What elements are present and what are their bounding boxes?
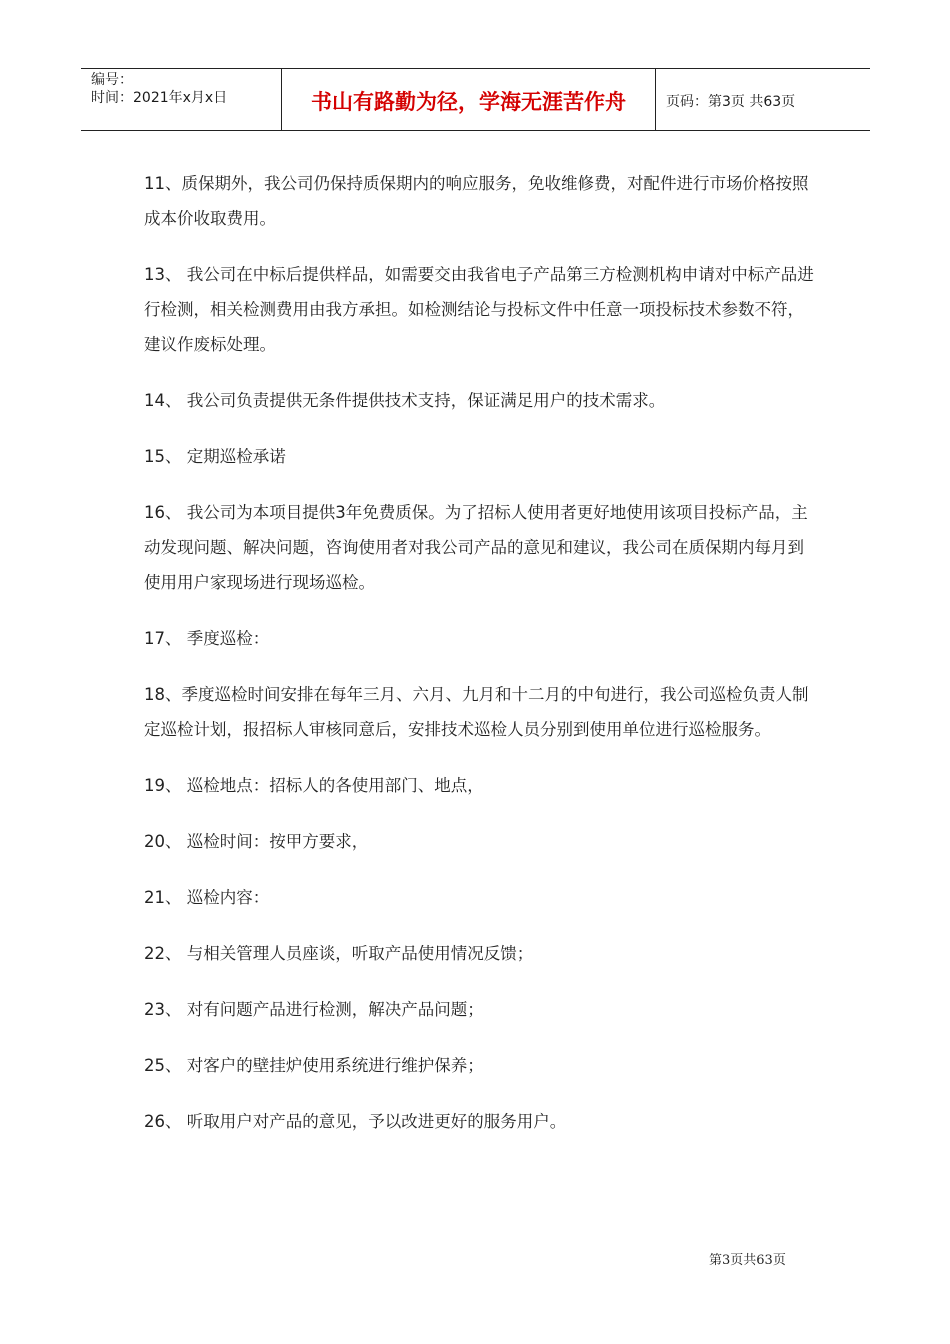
paragraph: 20、 巡检时间：按甲方要求， xyxy=(144,832,369,851)
paragraph: 13、 我公司在中标后提供样品，如需要交由我省电子产品第三方检测机构申请对中标产品进行检测，相关检测费用由我方承担。如检测结论与投标文件中任意一项投标技术参数不符，建议作废标处理。 xyxy=(144,265,814,354)
document-number-label: 编号： xyxy=(91,72,133,88)
paragraph: 23、 对有问题产品进行检测，解决产品问题； xyxy=(144,1000,484,1019)
header-page-info: 页码：第3页 共63页 xyxy=(666,93,796,110)
paragraph: 15、 定期巡检承诺 xyxy=(144,447,286,466)
paragraph: 16、 我公司为本项目提供3年免费质保。为了招标人使用者更好地使用该项目投标产品，主动发现问题、解决问题，咨询使用者对我公司产品的意见和建议，我公司在质保期内每月到使用用户家现场进行现场巡检。 xyxy=(144,503,808,592)
page-header xyxy=(81,68,870,131)
paragraph: 11、质保期外，我公司仍保持质保期内的响应服务，免收维修费，对配件进行市场价格按照成本价收取费用。 xyxy=(144,174,809,228)
page-footer: 第3页共63页 xyxy=(709,1253,786,1268)
header-meta xyxy=(81,69,282,130)
document-date: 时间：2021年x月x日 xyxy=(91,90,228,106)
paragraph: 21、 巡检内容： xyxy=(144,888,270,907)
document-body xyxy=(144,166,814,1160)
paragraph: 17、 季度巡检： xyxy=(144,629,270,648)
paragraph: 26、 听取用户对产品的意见，予以改进更好的服务用户。 xyxy=(144,1112,567,1131)
paragraph: 18、季度巡检时间安排在每年三月、六月、九月和十二月的中旬进行，我公司巡检负责人制定巡检计划，报招标人审核同意后，安排技术巡检人员分别到使用单位进行巡检服务。 xyxy=(144,685,809,739)
paragraph: 22、 与相关管理人员座谈，听取产品使用情况反馈； xyxy=(144,944,534,963)
header-motto: 书山有路勤为径，学海无涯苦作舟 xyxy=(282,69,656,130)
paragraph: 14、 我公司负责提供无条件提供技术支持，保证满足用户的技术需求。 xyxy=(144,391,666,410)
paragraph: 25、 对客户的壁挂炉使用系统进行维护保养； xyxy=(144,1056,484,1075)
paragraph: 19、 巡检地点：招标人的各使用部门、地点， xyxy=(144,776,484,795)
